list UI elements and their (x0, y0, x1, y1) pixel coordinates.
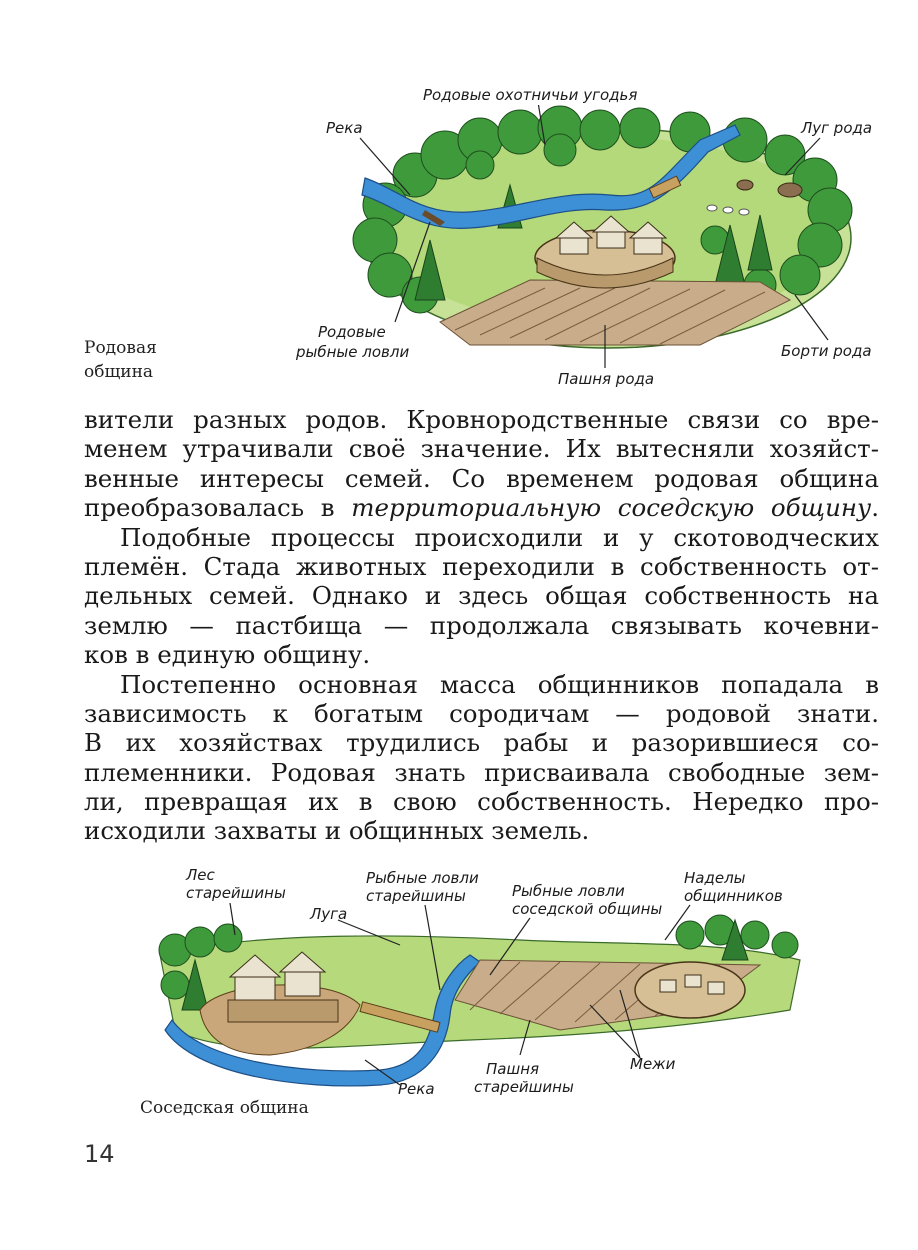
label-elder-field-line2: старейшины (474, 1078, 574, 1096)
label-hunting-grounds: Родовые охотничьи угодья (423, 86, 638, 104)
label-river-1: Река (326, 119, 363, 137)
page-number: 14 (84, 1140, 115, 1168)
body-text (84, 405, 879, 846)
label-elder-field-line1: Пашня (486, 1060, 540, 1078)
text-line: дельных семей. Однако и здесь общая собственность на (84, 581, 879, 611)
text-line: исходили захваты и общинных земель. (84, 816, 590, 846)
label-river-2: Река (398, 1080, 435, 1098)
label-elder-fishing-line1: Рыбные ловли (366, 869, 479, 887)
text-line: землю — пастбища — продолжала связывать кочевни- (84, 610, 879, 640)
text-period: . (871, 493, 880, 523)
text-line: менем утрачивали своё значение. Их вытесняли хозяйст- (84, 434, 879, 464)
label-field: Пашня рода (558, 370, 655, 388)
text-line: Подобные процессы происходили и у скотоводческих (120, 522, 879, 552)
label-forest-line2: старейшины (186, 884, 286, 902)
text-plain: преобразовалась в (84, 493, 352, 523)
text-line: зависимость к богатым сородичам — родовой знати. (84, 698, 879, 728)
text-italic-term: территориальную соседскую общину (351, 493, 872, 523)
text-line-with-emphasis (84, 493, 879, 522)
text-line: ли, превращая их в свою собственность. Нередко про- (84, 787, 879, 817)
label-hives: Борти рода (781, 342, 872, 360)
caption-neighbor-community: Соседская община (140, 1098, 309, 1118)
text-line: венные интересы семей. Со временем родовая община (84, 463, 879, 493)
label-allotments-line1: Наделы (684, 869, 746, 887)
text-line: племён. Стада животных переходили в собственность от- (84, 551, 879, 581)
text-line: ков в единую общину. (84, 640, 371, 670)
label-fishing-line2: рыбные ловли (296, 343, 410, 361)
label-meadows: Луга (310, 905, 348, 923)
label-elder-fishing-line2: старейшины (366, 887, 466, 905)
label-neighbor-fishing-line1: Рыбные ловли (512, 882, 625, 900)
text-line: вители разных родов. Кровнородственные связи со вре- (84, 405, 879, 434)
text-line: В их хозяйствах трудились рабы и разорившиеся со- (84, 728, 879, 758)
neighbor-community-illustration (150, 900, 815, 1090)
caption-clan-line2: община (84, 362, 154, 382)
text-line: племенники. Родовая знать присваивала свободные зем- (84, 757, 879, 787)
label-neighbor-fishing-line2: соседской общины (512, 900, 663, 918)
label-boundaries: Межи (630, 1055, 676, 1073)
label-forest-line1: Лес (186, 866, 215, 884)
label-fishing-line1: Родовые (318, 323, 386, 341)
label-allotments-line2: общинников (684, 887, 783, 905)
caption-clan-line1: Родовая (84, 338, 157, 358)
label-meadow: Луг рода (801, 119, 873, 137)
text-line: Постепенно основная масса общинников попадала в (120, 669, 879, 699)
